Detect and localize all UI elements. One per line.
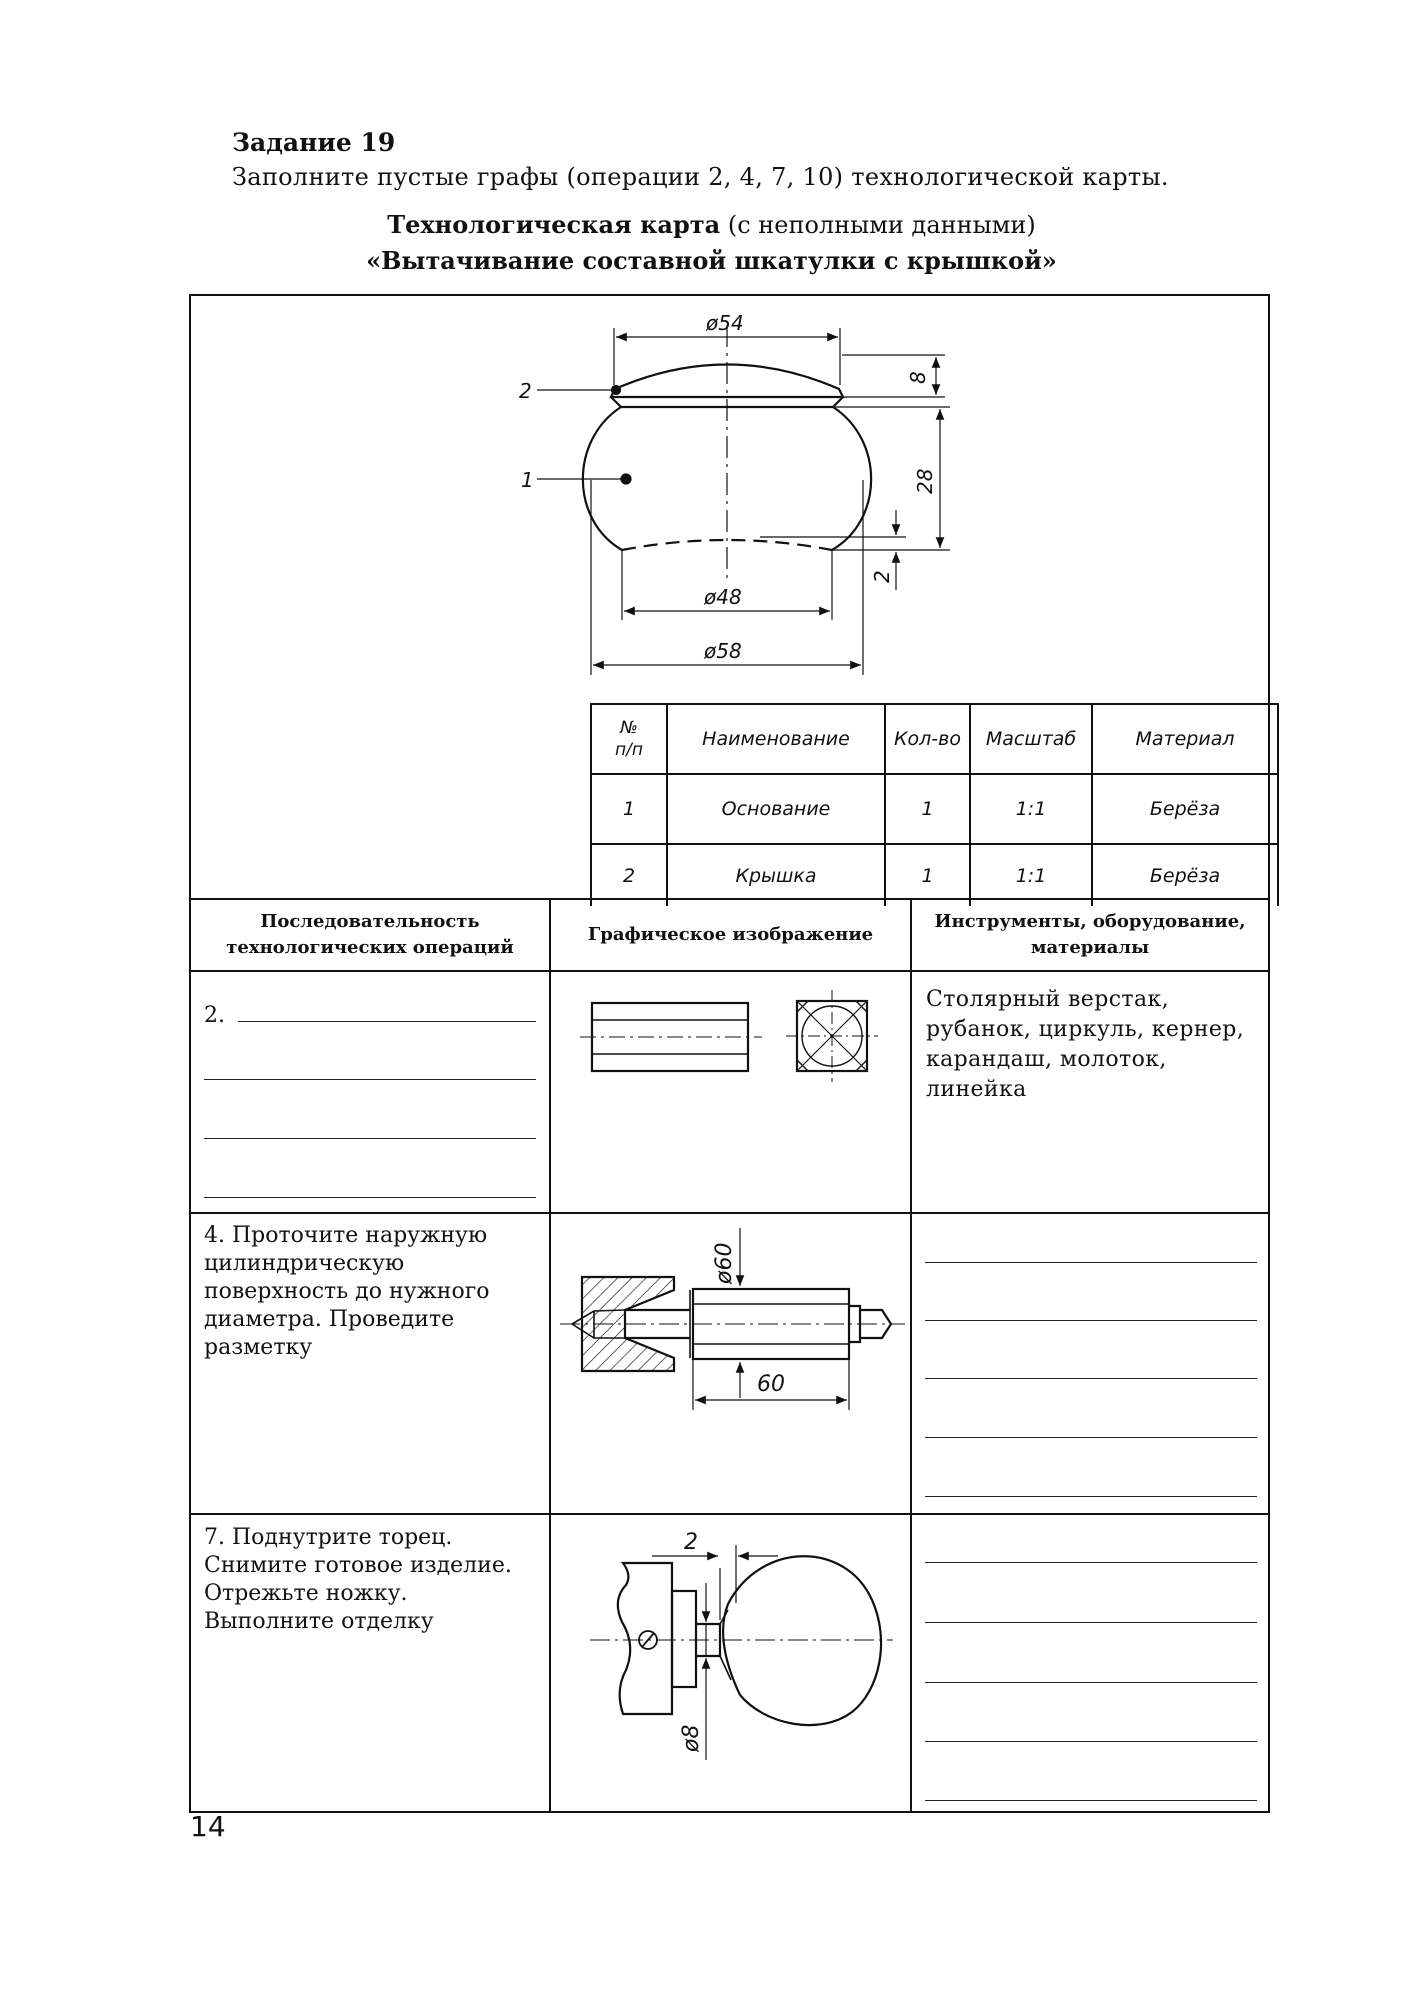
spec-header-num: № п/п [591,704,667,774]
product-sphere [728,1556,881,1725]
lid-edge [611,397,621,407]
card-title-note: (с неполными данными) [727,211,1036,239]
faceplate [618,1563,672,1714]
body-right [832,407,871,550]
op4-dim-diameter: ø60 [712,1242,737,1284]
spec-cell: 1 [885,774,970,844]
header-tools: Инструменты, оборудование, материалы [934,911,1246,958]
spec-cell: Основание [667,774,885,844]
dim-lid-height: 8 [906,371,930,384]
operation-2-graphic [580,990,878,1082]
operation-7-graphic [590,1545,893,1760]
op7-dim-diameter: ø8 [679,1724,704,1752]
dim-outer-diameter: ø58 [704,639,742,663]
operation-2-tools: Столярный верстак, рубанок, циркуль, кернер, карандаш, молоток, линейка [926,987,1245,1102]
card-title-bold: Технологическая карта [387,210,721,239]
callout-label-1: 1 [521,468,534,492]
header-graphic: Графическое изображение [587,924,874,945]
operation-4-text: 4. Проточите наружную цилиндрическую поверхность до нужного диаметра. Проведите разметку [204,1223,490,1360]
spec-header-name: Наименование [667,704,885,774]
spec-cell: Берёза [1092,774,1278,844]
faceplate-hub [672,1591,696,1687]
op4-dim-length: 60 [757,1372,785,1397]
spec-cell: 1 [591,774,667,844]
card-subtitle: «Вытачивание составной шкатулки с крышкой» [366,246,1057,275]
spec-cell: Берёза [1092,844,1278,906]
callout-dot [612,386,620,394]
dim-bottom-recess: 2 [870,570,894,583]
spec-cell: 1:1 [970,774,1092,844]
callout-dot [622,475,631,484]
dim-top-diameter: ø54 [706,311,744,335]
task-instruction: Заполните пустые графы (операции 2, 4, 7, 10) технологической карты. [232,163,1169,191]
spec-cell: 1 [885,844,970,906]
spec-header-qty: Кол-во [885,704,970,774]
page-number: 14 [190,1810,226,1843]
box-assembly-drawing [537,325,950,675]
callout-label-2: 2 [519,379,532,403]
spec-cell: Крышка [667,844,885,906]
operation-2-number: 2. [204,1003,225,1028]
header-sequence: Последовательность технологических операций [226,911,514,958]
dim-body-height: 28 [913,468,937,494]
product-undercut [723,1604,740,1695]
spec-cell: 1:1 [970,844,1092,906]
task-title: Задание 19 [232,128,396,157]
op7-dim-gap: 2 [684,1530,698,1555]
spec-header-material: Материал [1092,704,1278,774]
operation-7-text: 7. Поднутрите торец. Снимите готовое изделие. Отрежьте ножку. Выполните отделку [204,1525,512,1634]
spec-cell: 2 [591,844,667,906]
lid-edge [833,397,843,407]
dim-inner-diameter: ø48 [704,585,742,609]
spec-header-scale: Масштаб [970,704,1092,774]
